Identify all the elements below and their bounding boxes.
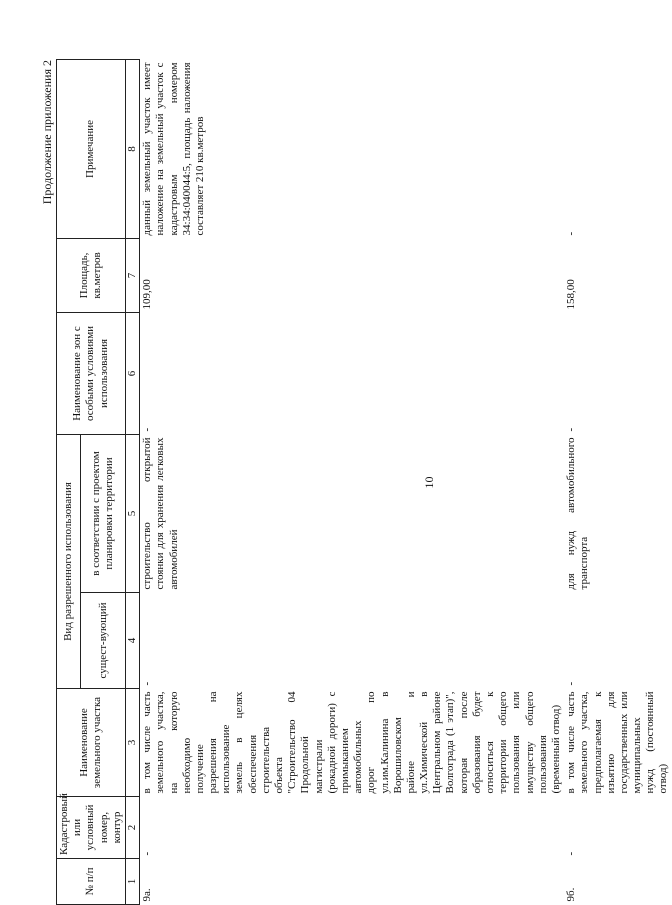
col-header-existing: сущест-вующий	[81, 593, 125, 689]
col-header-permitted-use: Вид разрешенного использования	[57, 434, 81, 688]
col-header-note: Примечание	[57, 59, 126, 238]
permitted-use-existing: -	[141, 681, 154, 686]
permitted-use-project: строительство открытой стоянки для хранения легковых автомобилей	[141, 437, 180, 590]
header-row-1	[57, 59, 81, 904]
permitted-use-existing: -	[565, 681, 578, 686]
plot-note: данный земельный участок имеет наложение на земельный участок с кадастровым номером 34:34:040044:5, площадь наложения составляет 210 кв.метров	[141, 62, 206, 236]
col-header-project: в соответствии с проектом планировки территории	[81, 434, 125, 592]
column-index: 4	[125, 593, 139, 689]
column-index: 3	[125, 689, 139, 797]
col-header-zones: Наименование зон с особыми условиями использования	[57, 312, 126, 434]
row-number: 9б.	[565, 887, 578, 902]
plot-area: 109,00	[141, 279, 154, 310]
plot-name: в том числе часть земельного участка, на которую необходимо получение разрешения на использование земель в целях обеспечения строительства объекта "Строительство 04 Продольной магистрали (рокадной дороги) с примыканием автомобильных дорог по ул.им.Калинина в Ворошиловском районе и ул.Химической в Центральном районе Волгограда (1 этап)", которая после образования будет относиться к территории общего пользования или имуществу общего пользования (временный отвод)	[141, 691, 562, 794]
continuation-title: Продолжение приложения 2	[40, 60, 54, 205]
column-index: 1	[125, 859, 139, 905]
plot-note: -	[565, 231, 578, 236]
plot-area: 158,00	[565, 279, 578, 310]
column-index-row	[125, 59, 139, 904]
column-index: 2	[125, 797, 139, 859]
page-number: 10	[422, 476, 436, 489]
column-index: 7	[125, 238, 139, 312]
col-header-area: Площадь, кв.метров	[57, 238, 126, 312]
special-zones: -	[565, 427, 578, 432]
cadastral-number: -	[565, 851, 578, 856]
column-index: 5	[125, 434, 139, 592]
rotated-document-page	[40, 60, 670, 905]
permitted-use-project: для нужд автомобильного транспорта	[565, 437, 591, 590]
col-header-no: № п/п	[57, 859, 126, 905]
row-number: 9а.	[141, 888, 154, 902]
special-zones: -	[141, 427, 154, 432]
table-row	[140, 59, 565, 904]
col-header-name: Наименование земельного участка	[57, 689, 126, 797]
column-index: 6	[125, 312, 139, 434]
land-plot-table	[56, 59, 672, 905]
table-row	[564, 59, 672, 904]
cadastral-number: -	[141, 851, 154, 856]
column-index: 8	[125, 59, 139, 238]
plot-name: в том числе часть земельного участка, предполагаемая к изъятию для государственных или муниципальных нужд (постоянный отвод)	[565, 691, 670, 794]
col-header-cadastral: Кадастровый или условный номер, контур	[57, 797, 126, 859]
